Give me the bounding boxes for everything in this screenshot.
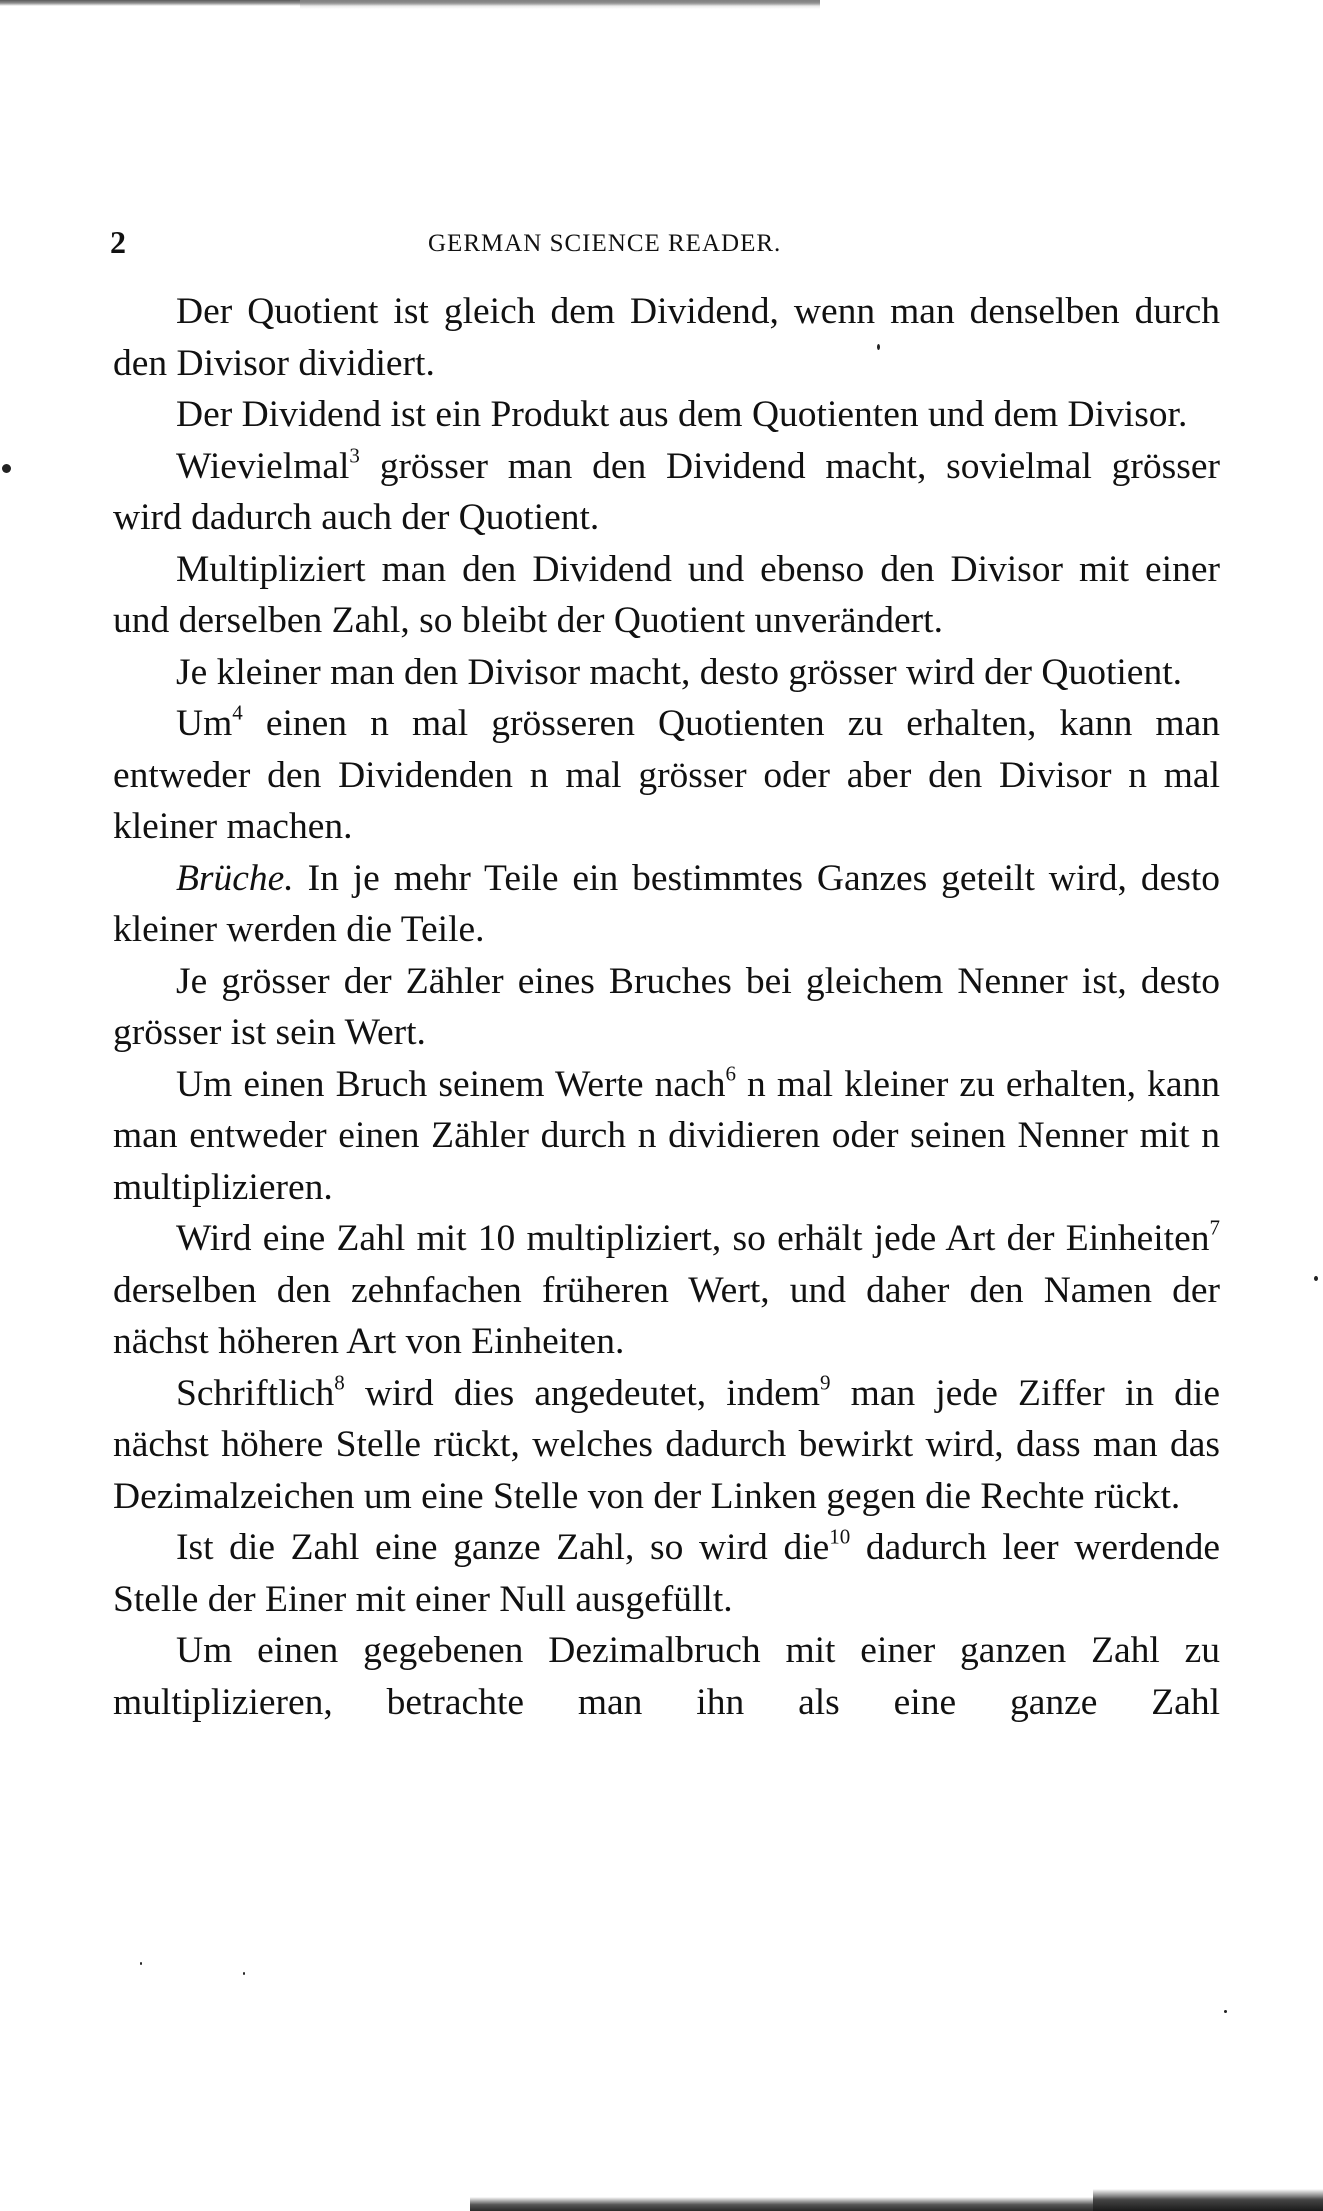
footnote-ref: 8 xyxy=(334,1369,345,1394)
paragraph xyxy=(113,286,1220,389)
footnote-ref: 6 xyxy=(725,1060,736,1085)
paragraph-text: einen n mal grösseren Quotienten zu erhalten, kann man entweder den Dividenden n mal grösser oder aber den Divisor n mal kleiner machen. xyxy=(113,703,1220,847)
paragraph-text: Der Dividend ist ein Produkt aus dem Quotienten und dem Divisor. xyxy=(176,394,1188,435)
paragraph-text: man jede Ziffer in die nächst höhere Stelle rückt, welches dadurch bewirkt wird, dass man das Dezimalzeichen um eine Stelle von der Linken gegen die Rechte rückt. xyxy=(113,1372,1220,1517)
scan-speck xyxy=(140,1962,142,1965)
paragraph-text: Um einen Bruch seinem Werte nach xyxy=(176,1063,726,1105)
footnote-ref: 3 xyxy=(349,442,360,467)
paragraph xyxy=(113,441,1220,544)
running-title: GERMAN SCIENCE READER. xyxy=(428,230,782,257)
page-body xyxy=(113,286,1220,1728)
footnote-ref: 7 xyxy=(1209,1215,1220,1240)
paragraph-text: Ist die Zahl eine ganze Zahl, so wird die xyxy=(176,1527,830,1568)
page-header xyxy=(110,222,1220,262)
paragraph xyxy=(113,956,1220,1059)
scan-speck xyxy=(2,464,11,473)
paragraph xyxy=(113,1522,1220,1625)
paragraph xyxy=(113,698,1220,853)
scan-edge-top-shadow xyxy=(300,0,820,9)
paragraph xyxy=(113,389,1220,441)
paragraph-text: Um einen gegebenen Dezimalbruch mit einer ganzen Zahl zu multiplizieren, betrachte man ihn als eine ganze Zahl xyxy=(113,1630,1220,1723)
paragraph-text: Wievielmal xyxy=(176,445,350,487)
paragraph xyxy=(113,544,1220,647)
scan-speck xyxy=(1314,1276,1318,1281)
paragraph-text: Multipliziert man den Dividend und ebenso den Divisor mit einer und derselben Zahl, so bleibt der Quotient unverändert. xyxy=(113,548,1220,641)
paragraph-text: derselben den zehnfachen früheren Wert, und daher den Namen der nächst höheren Art von Einheiten. xyxy=(113,1269,1220,1362)
paragraph-text: In je mehr Teile ein bestimmtes Ganzes geteilt wird, desto kleiner werden die Teile. xyxy=(113,857,1220,950)
paragraph-text: dadurch leer werdende Stelle der Einer mit einer Null ausgefüllt. xyxy=(113,1527,1220,1620)
paragraph-text: Schriftlich xyxy=(176,1372,335,1414)
paragraph-text: n mal kleiner zu erhalten, kann man entweder einen Zähler durch n dividieren oder seinen Nenner mit n multiplizieren. xyxy=(113,1063,1220,1208)
paragraph-text: grösser man den Dividend macht, sovielmal grösser wird dadurch auch der Quotient. xyxy=(113,445,1220,538)
paragraph xyxy=(113,853,1220,956)
scan-edge-bottom-corner xyxy=(1093,2189,1323,2211)
paragraph-text: wird dies angedeutet, indem xyxy=(344,1372,821,1414)
paragraph-text: Je kleiner man den Divisor macht, desto grösser wird der Quotient. xyxy=(176,651,1182,693)
page-number: 2 xyxy=(110,224,126,260)
paragraph-text: Um xyxy=(176,703,233,744)
footnote-ref: 9 xyxy=(820,1369,831,1394)
paragraph xyxy=(113,1059,1220,1214)
footnote-ref: 4 xyxy=(232,700,243,725)
scan-speck xyxy=(243,1972,245,1975)
paragraph xyxy=(113,1213,1220,1368)
section-heading: Brüche. xyxy=(176,857,294,899)
paragraph-text: Wird eine Zahl mit 10 multipliziert, so erhält jede Art der Einheiten xyxy=(176,1218,1210,1259)
paragraph-text: Der Quotient ist gleich dem Dividend, wenn man denselben durch den Divisor dividiert. xyxy=(113,291,1220,384)
paragraph-text: Je grösser der Zähler eines Bruches bei gleichem Nenner ist, desto grösser ist sein Wert. xyxy=(113,960,1220,1053)
paragraph xyxy=(113,647,1220,699)
footnote-ref: 10 xyxy=(829,1524,851,1549)
scan-speck xyxy=(1224,2010,1227,2013)
paragraph xyxy=(113,1625,1220,1728)
paragraph xyxy=(113,1368,1220,1523)
